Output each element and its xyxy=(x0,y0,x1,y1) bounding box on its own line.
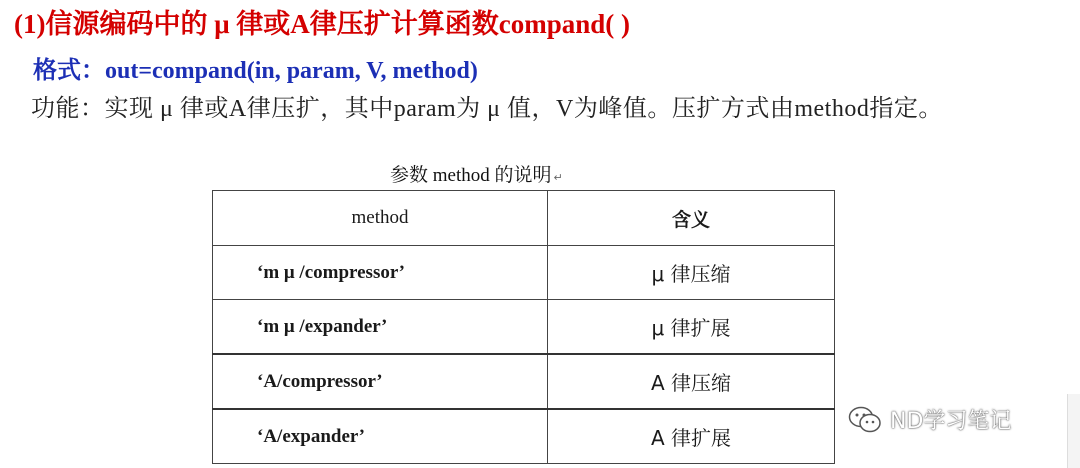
column-header-meaning: 含义 xyxy=(548,191,835,246)
method-cell: ‘m μ /expander’ xyxy=(213,300,548,355)
watermark xyxy=(848,404,1011,435)
table-row xyxy=(213,354,835,409)
table-header-row xyxy=(213,191,835,246)
table-caption xyxy=(390,160,563,187)
edge-fragment xyxy=(1067,394,1080,468)
method-cell: ‘m μ /compressor’ xyxy=(213,246,548,300)
format-line: 格式：out=compand(in, param, V, method) xyxy=(33,58,478,84)
table-row xyxy=(213,409,835,464)
wechat-icon xyxy=(848,406,882,434)
table-row xyxy=(213,246,835,300)
column-header-method: method xyxy=(213,191,548,246)
meaning-cell: A 律压缩 xyxy=(548,354,835,409)
section-heading: (1)信源编码中的 μ 律或A律压扩计算函数compand( ) xyxy=(14,9,631,39)
method-cell: ‘A/expander’ xyxy=(213,409,548,464)
table-row xyxy=(213,300,835,355)
meaning-cell: A 律扩展 xyxy=(548,409,835,464)
meaning-cell: μ 律压缩 xyxy=(548,246,835,300)
table-caption-text: 参数 method 的说明 xyxy=(390,165,552,186)
watermark-text: ND学习笔记 xyxy=(890,409,1012,434)
method-table xyxy=(212,190,835,464)
meaning-cell: μ 律扩展 xyxy=(548,300,835,355)
function-description: 功能：实现 μ 律或A律压扩，其中param为 μ 值，V为峰值。压扩方式由method指定。 xyxy=(31,96,943,122)
method-cell: ‘A/compressor’ xyxy=(213,354,548,409)
return-mark-icon: ↵ xyxy=(553,171,563,184)
